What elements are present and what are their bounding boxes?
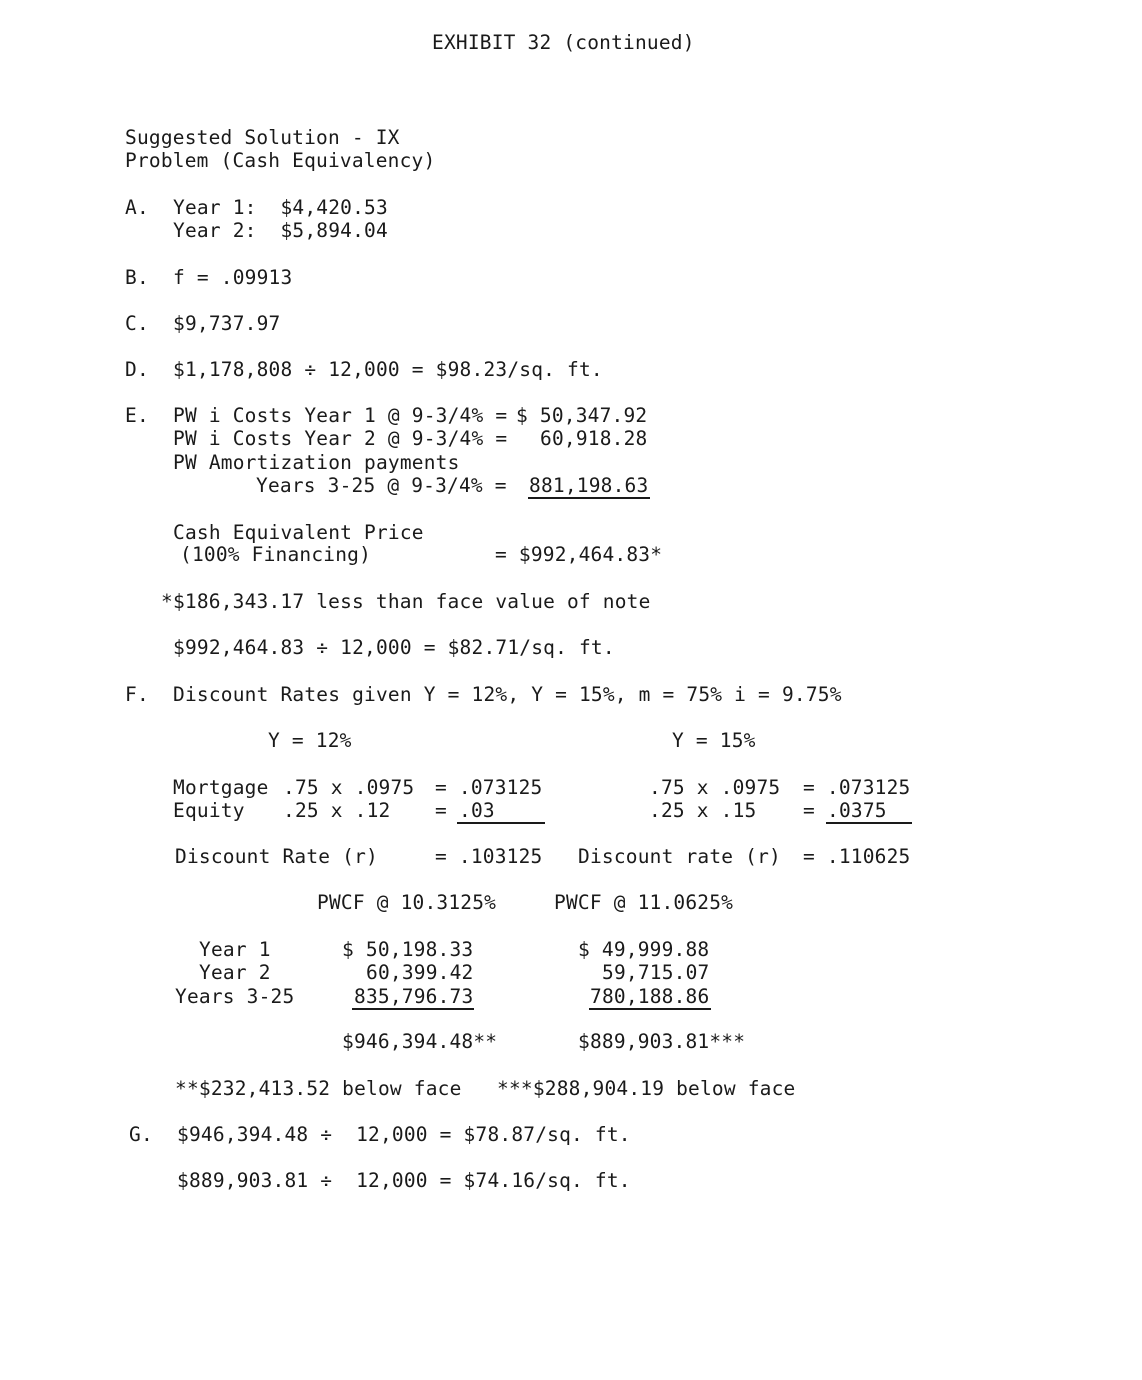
e-line2-value: 60,918.28	[540, 427, 648, 450]
f-mortgage-calc2: .75 x .0975	[649, 776, 781, 799]
a-year2: Year 2: $5,894.04	[173, 219, 388, 242]
f-mortgage-val2: = .073125	[803, 776, 911, 799]
e-footnote: *$186,343.17 less than face value of note	[161, 590, 651, 613]
f-pwcf-underline2	[589, 1008, 711, 1010]
f-row-value1: 835,796.73	[354, 985, 474, 1008]
f-mortgage-val1: = .073125	[435, 776, 543, 799]
f-row-value2: 59,715.07	[602, 961, 710, 984]
f-col1-head: Y = 12%	[268, 729, 352, 752]
f-pwcf-head2: PWCF @ 11.0625%	[554, 891, 734, 914]
e-per-sqft: $992,464.83 ÷ 12,000 = $82.71/sq. ft.	[173, 636, 615, 659]
item-letter-c: C.	[125, 312, 149, 335]
b-text: f = .09913	[173, 266, 293, 289]
e-line1-value: $ 50,347.92	[516, 404, 648, 427]
e-underline	[528, 497, 650, 499]
f-row-label: Year 1	[199, 938, 271, 961]
f-pwcf-head1: PWCF @ 10.3125%	[317, 891, 497, 914]
f-mortgage-calc1: .75 x .0975	[283, 776, 415, 799]
f-total1: $946,394.48**	[342, 1030, 498, 1053]
e-cash-label1: Cash Equivalent Price	[173, 521, 424, 544]
f-row-value1: 60,399.42	[366, 961, 474, 984]
e-cash-label2: (100% Financing)	[180, 543, 372, 566]
f-row-value1: $ 50,198.33	[342, 938, 474, 961]
f-equity-underline1	[457, 822, 545, 824]
f-rate-label2: Discount rate (r)	[578, 845, 781, 868]
f-row-label: Year 2	[199, 961, 271, 984]
item-letter-f: F.	[125, 683, 149, 706]
f-intro: Discount Rates given Y = 12%, Y = 15%, m = 75% i = 9.75%	[173, 683, 842, 706]
f-equity-underline2	[826, 822, 912, 824]
item-letter-e: E.	[125, 404, 149, 427]
e-line4-value: 881,198.63	[529, 474, 649, 497]
f-equity-eq2: =	[803, 799, 815, 822]
exhibit-header: EXHIBIT 32 (continued)	[432, 31, 695, 54]
f-rate-label1: Discount Rate (r)	[175, 845, 378, 868]
a-year1: Year 1: $4,420.53	[173, 196, 388, 219]
f-equity-val2: .0375	[827, 799, 887, 822]
f-equity-calc1: .25 x .12	[283, 799, 391, 822]
f-footnote2: ***$288,904.19 below face	[497, 1077, 796, 1100]
item-letter-b: B.	[125, 266, 149, 289]
f-mortgage-label: Mortgage	[173, 776, 269, 799]
f-row-value2: $ 49,999.88	[578, 938, 710, 961]
f-row-label: Years 3-25	[175, 985, 295, 1008]
f-pwcf-underline1	[352, 1008, 474, 1010]
solution-title: Suggested Solution - IX	[125, 126, 400, 149]
f-equity-val1: .03	[459, 799, 495, 822]
e-line3: PW Amortization payments	[173, 451, 460, 474]
f-row-value2: 780,188.86	[590, 985, 710, 1008]
e-line2-label: PW i Costs Year 2 @ 9-3/4% =	[173, 427, 508, 450]
f-rate-val2: = .110625	[803, 845, 911, 868]
item-letter-a: A.	[125, 196, 149, 219]
f-footnote1: **$232,413.52 below face	[175, 1077, 462, 1100]
g-line2: $889,903.81 ÷ 12,000 = $74.16/sq. ft.	[177, 1169, 631, 1192]
e-line1-label: PW i Costs Year 1 @ 9-3/4% =	[173, 404, 508, 427]
e-line4-label: Years 3-25 @ 9-3/4% =	[256, 474, 507, 497]
c-text: $9,737.97	[173, 312, 281, 335]
g-line1: $946,394.48 ÷ 12,000 = $78.87/sq. ft.	[177, 1123, 631, 1146]
item-letter-g: G.	[129, 1123, 153, 1146]
d-text: $1,178,808 ÷ 12,000 = $98.23/sq. ft.	[173, 358, 603, 381]
e-cash-value: = $992,464.83*	[495, 543, 663, 566]
f-equity-calc2: .25 x .15	[649, 799, 757, 822]
f-equity-label: Equity	[173, 799, 245, 822]
f-equity-eq1: =	[435, 799, 447, 822]
f-rate-val1: = .103125	[435, 845, 543, 868]
f-col2-head: Y = 15%	[672, 729, 756, 752]
f-total2: $889,903.81***	[578, 1030, 746, 1053]
item-letter-d: D.	[125, 358, 149, 381]
problem-title: Problem (Cash Equivalency)	[125, 149, 436, 172]
